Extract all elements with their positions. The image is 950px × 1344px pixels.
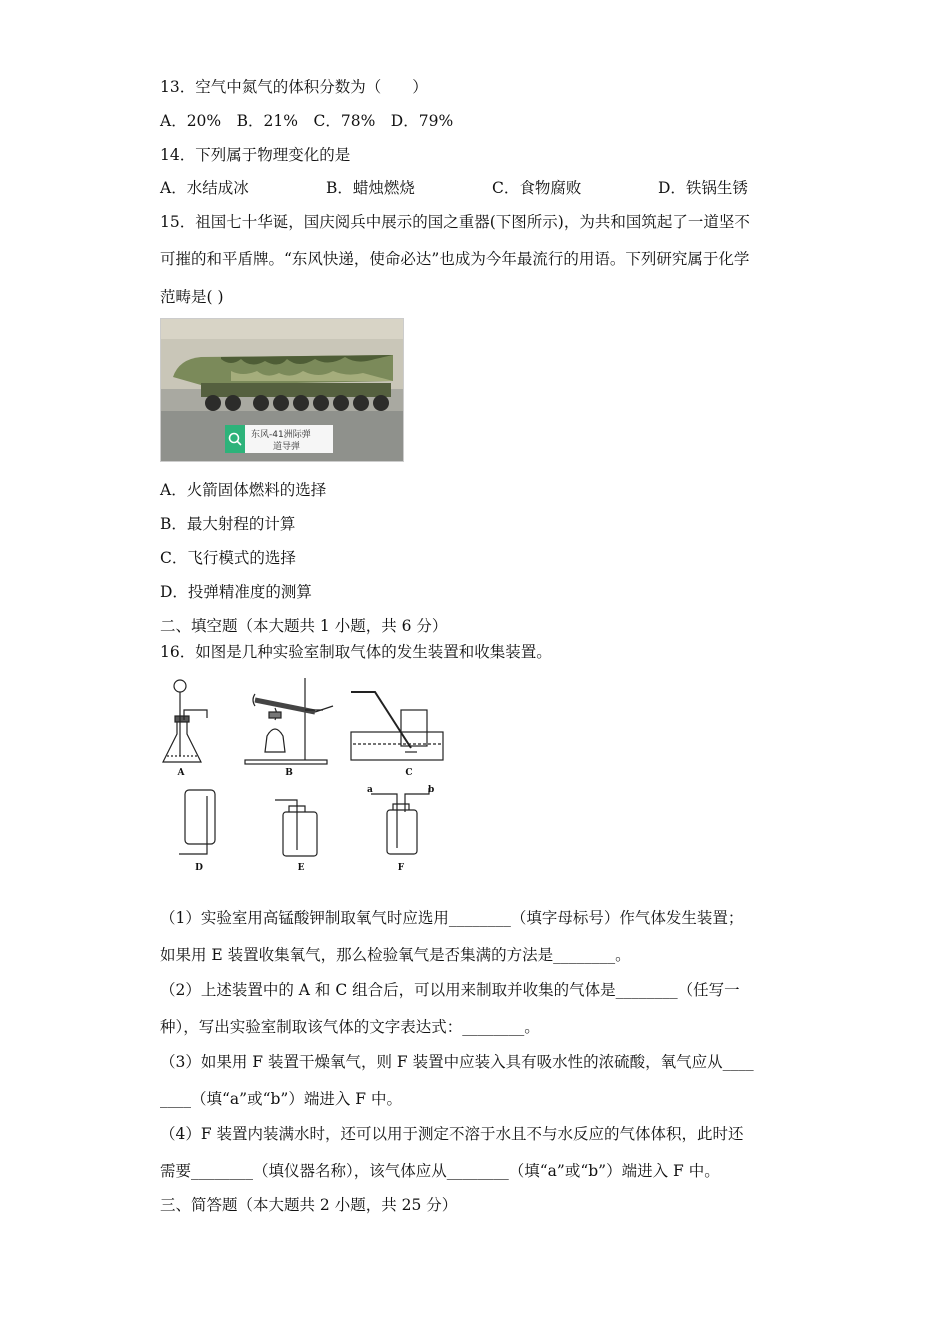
label-d: D [195, 863, 203, 873]
q15-option-b: B．最大射程的计算 [160, 515, 296, 533]
q15-stem-line1: 15．祖国七十华诞，国庆阅兵中展示的国之重器(下图所示)，为共和国筑起了一道坚不 [160, 213, 750, 231]
label-port-a: a [367, 785, 373, 795]
q15-option-d: D．投弹精准度的测算 [160, 583, 312, 601]
q16-part2-line1: （2）上述装置中的 A 和 C 组合后，可以用来制取并收集的气体是________（任写一 [160, 981, 740, 999]
photo-caption-line1: 东风-41洲际弹 [251, 430, 311, 440]
section2-heading: 二、填空题（本大题共 1 小题，共 6 分） [160, 617, 448, 635]
q16-stem: 16．如图是几种实验室制取气体的发生装置和收集装置。 [160, 643, 552, 661]
apparatus-figure [155, 672, 455, 877]
section3-heading: 三、简答题（本大题共 2 小题，共 25 分） [160, 1196, 458, 1214]
label-f: F [397, 863, 405, 873]
label-b: B [285, 768, 293, 778]
apparatus-d [179, 790, 215, 854]
q16-part3-line2: ____（填“a”或“b”）端进入 F 中。 [160, 1090, 402, 1108]
q15-option-c: C．飞行模式的选择 [160, 549, 296, 567]
q14-option-a: A．水结成冰 [160, 179, 249, 197]
label-e: E [297, 863, 305, 873]
q16-part2-line2: 种），写出实验室制取该气体的文字表达式：________。 [160, 1018, 540, 1036]
apparatus-b [245, 678, 333, 764]
apparatus-c [351, 692, 443, 760]
apparatus-e [275, 800, 317, 856]
apparatus-f [371, 788, 429, 854]
label-port-b: b [428, 785, 435, 795]
q16-part4-line2: 需要________（填仪器名称），该气体应从________（填“a”或“b”）端进入 F 中。 [160, 1162, 720, 1180]
q14-option-d: D．铁锅生锈 [658, 179, 748, 197]
q14-stem: 14．下列属于物理变化的是 [160, 146, 351, 164]
label-a: A [177, 768, 185, 778]
label-c: C [405, 768, 413, 778]
missile-photo [160, 318, 404, 462]
q15-stem-line3: 范畴是( ) [160, 288, 224, 306]
q14-option-b: B．蜡烛燃烧 [326, 179, 415, 197]
q14-option-c: C．食物腐败 [492, 179, 582, 197]
q16-part1-line2: 如果用 E 装置收集氧气，那么检验氧气是否集满的方法是________。 [160, 946, 631, 964]
q16-part4-line1: （4）F 装置内装满水时，还可以用于测定不溶于水且不与水反应的气体体积，此时还 [160, 1125, 744, 1143]
q14-options [160, 178, 748, 198]
apparatus-a [163, 680, 207, 762]
q16-part1-line1: （1）实验室用高锰酸钾制取氧气时应选用________（填字母标号）作气体发生装置； [160, 909, 744, 927]
q15-option-a: A．火箭固体燃料的选择 [160, 481, 327, 499]
photo-caption-line2: 道导弹 [273, 442, 301, 452]
q13-options: A．20% B．21% C．78% D．79% [160, 112, 454, 130]
q16-part3-line1: （3）如果用 F 装置干燥氧气，则 F 装置中应装入具有吸水性的浓硫酸，氧气应从____ [160, 1053, 754, 1071]
missile-illustration [161, 319, 403, 461]
q15-stem-line2: 可摧的和平盾牌。“东风快递，使命必达”也成为今年最流行的用语。下列研究属于化学 [160, 250, 750, 268]
q13-stem: 13．空气中氮气的体积分数为（ ） [160, 78, 428, 96]
